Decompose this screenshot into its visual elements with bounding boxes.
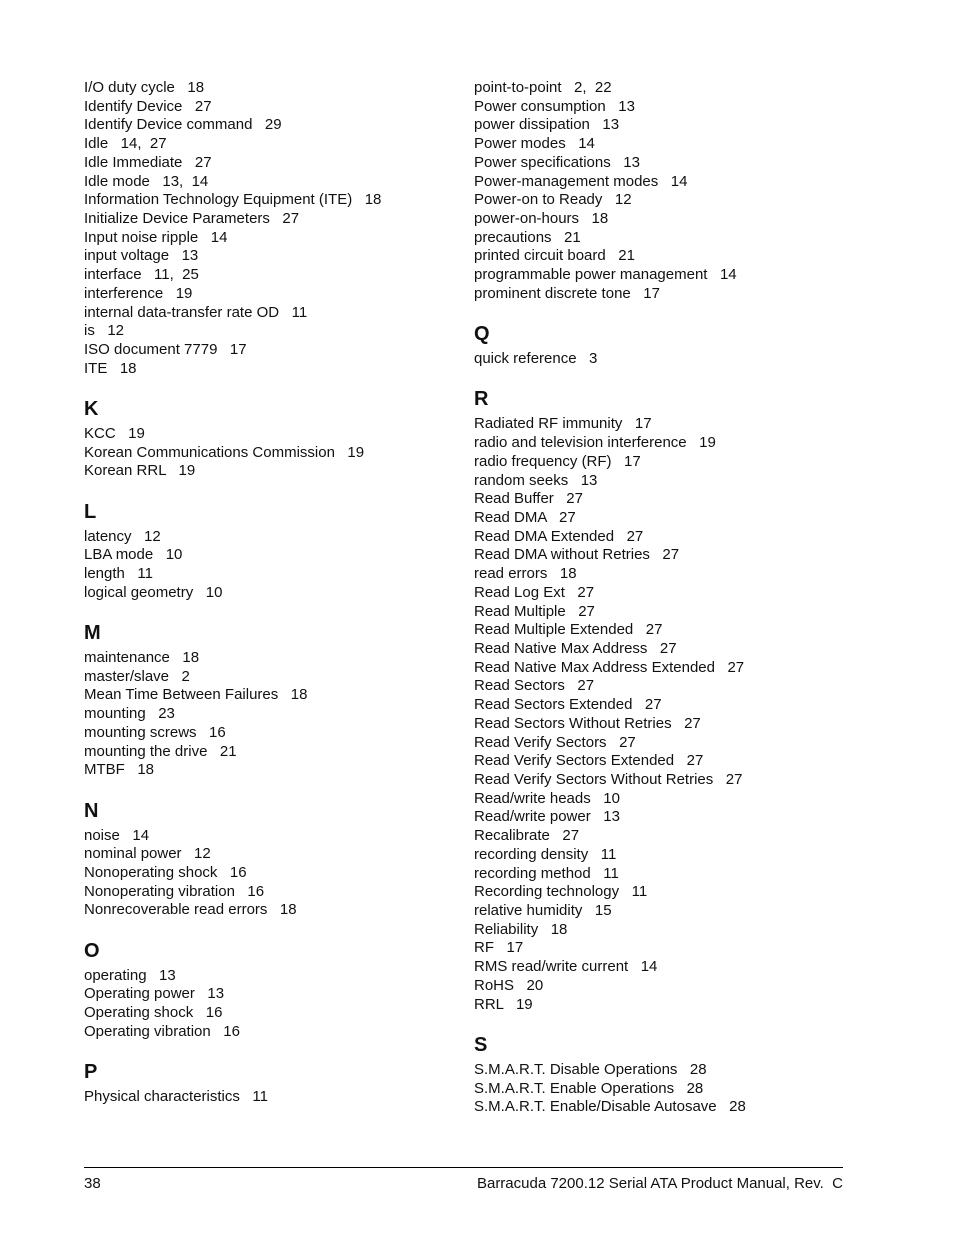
index-entry: Read Buffer 27 bbox=[474, 490, 583, 508]
index-entry: radio and television interference 19 bbox=[474, 434, 716, 452]
index-entry: Power consumption 13 bbox=[474, 97, 635, 115]
index-entry: random seeks 13 bbox=[474, 471, 598, 489]
index-entry: radio frequency (RF) 17 bbox=[474, 452, 641, 470]
index-entry: Identify Device command 29 bbox=[84, 116, 282, 134]
index-letter-heading: S bbox=[474, 1033, 488, 1056]
index-entry: Power modes 14 bbox=[474, 135, 595, 153]
index-letter-heading: O bbox=[84, 939, 100, 962]
index-entry: Read Sectors Without Retries 27 bbox=[474, 714, 701, 732]
index-entry: MTBF 18 bbox=[84, 761, 155, 779]
index-entry: I/O duty cycle 18 bbox=[84, 79, 205, 96]
index-entry: Read DMA 27 bbox=[474, 508, 576, 526]
index-entry: Initialize Device Parameters 27 bbox=[84, 210, 300, 228]
index-letter-heading: M bbox=[84, 622, 101, 645]
index-entry: S.M.A.R.T. Enable Operations 28 bbox=[474, 1079, 704, 1097]
document-title: Barracuda 7200.12 Serial ATA Product Manual, Rev. C bbox=[476, 1175, 843, 1192]
index-entry: Read DMA without Retries 27 bbox=[474, 546, 680, 564]
index-column-right bbox=[474, 79, 854, 1117]
index-entry: recording method 11 bbox=[474, 864, 619, 882]
index-entry: read errors 18 bbox=[474, 565, 577, 583]
index-entry: S.M.A.R.T. Disable Operations 28 bbox=[474, 1060, 707, 1078]
index-entry: precautions 21 bbox=[474, 228, 581, 246]
index-letter-heading: L bbox=[84, 500, 97, 523]
index-entry: nominal power 12 bbox=[84, 845, 211, 863]
index-letter-heading: K bbox=[84, 398, 99, 420]
index-entry: is 12 bbox=[84, 322, 125, 340]
index-entry: Idle 14, 27 bbox=[84, 135, 167, 153]
index-group bbox=[84, 935, 464, 1042]
index-entry: programmable power management 14 bbox=[474, 266, 737, 284]
index-entry: input voltage 13 bbox=[84, 247, 199, 265]
index-entry: Idle mode 13, 14 bbox=[84, 172, 209, 190]
index-entry: Korean RRL 19 bbox=[84, 462, 196, 480]
index-entry: operating 13 bbox=[84, 966, 176, 984]
index-entry: Operating vibration 16 bbox=[84, 1022, 240, 1040]
index-entry: internal data-transfer rate OD 11 bbox=[84, 303, 308, 321]
index-entry: RMS read/write current 14 bbox=[474, 958, 658, 976]
index-entry: Idle Immediate 27 bbox=[84, 153, 212, 171]
index-entry: Read Multiple Extended 27 bbox=[474, 621, 663, 639]
index-group bbox=[84, 393, 464, 481]
index-group bbox=[84, 795, 464, 921]
index-entry: ISO document 7779 17 bbox=[84, 341, 247, 359]
index-letter-heading: N bbox=[84, 799, 99, 822]
index-entry: Read Verify Sectors 27 bbox=[474, 733, 636, 751]
index-entry: latency 12 bbox=[84, 527, 161, 545]
index-letter-heading: R bbox=[474, 388, 489, 411]
index-entry: Operating shock 16 bbox=[84, 1004, 223, 1022]
index-entry: Nonoperating vibration 16 bbox=[84, 882, 265, 900]
index-letter-heading: P bbox=[84, 1061, 98, 1084]
index-entry: maintenance 18 bbox=[84, 649, 200, 667]
footer-rule bbox=[84, 1167, 843, 1168]
index-entry: mounting the drive 21 bbox=[84, 742, 237, 760]
index-entry: RoHS 20 bbox=[474, 976, 544, 994]
index-entry: Nonrecoverable read errors 18 bbox=[84, 901, 297, 919]
index-letter-heading: Q bbox=[474, 323, 490, 346]
index-entry: S.M.A.R.T. Enable/Disable Autosave 28 bbox=[474, 1098, 746, 1116]
index-entry: Read Verify Sectors Extended 27 bbox=[474, 752, 704, 770]
index-entry: length 11 bbox=[84, 565, 153, 583]
index-entry: Read Sectors Extended 27 bbox=[474, 696, 662, 714]
index-entry: Read Native Max Address Extended 27 bbox=[474, 658, 745, 676]
index-entry: RF 17 bbox=[474, 939, 524, 957]
index-group bbox=[474, 383, 854, 1014]
index-entry: printed circuit board 21 bbox=[474, 247, 635, 265]
index-entry: Input noise ripple 14 bbox=[84, 228, 228, 246]
index-entry: Mean Time Between Failures 18 bbox=[84, 686, 308, 704]
index-group bbox=[474, 1029, 854, 1117]
index-entry: Identify Device 27 bbox=[84, 97, 212, 115]
index-entry: Read Sectors 27 bbox=[474, 677, 595, 695]
index-entry: Physical characteristics 11 bbox=[84, 1088, 268, 1106]
index-entry: Radiated RF immunity 17 bbox=[474, 415, 652, 433]
index-entry: Power-management modes 14 bbox=[474, 172, 688, 190]
index-entry: LBA mode 10 bbox=[84, 546, 183, 564]
page-number: 38 bbox=[84, 1175, 101, 1192]
index-column-left bbox=[84, 79, 464, 1107]
index-group bbox=[84, 496, 464, 603]
index-group bbox=[474, 79, 854, 304]
index-entry: Read Native Max Address 27 bbox=[474, 639, 677, 657]
index-group bbox=[84, 79, 464, 379]
index-entry: Nonoperating shock 16 bbox=[84, 864, 247, 881]
index-group bbox=[474, 318, 854, 369]
index-entry: Recording technology 11 bbox=[474, 883, 648, 901]
index-entry: ITE 18 bbox=[84, 359, 137, 377]
index-entry: Operating power 13 bbox=[84, 985, 225, 1003]
index-entry: interference 19 bbox=[84, 284, 193, 302]
index-entry: interface 11, 25 bbox=[84, 266, 199, 284]
index-entry: logical geometry 10 bbox=[84, 583, 223, 601]
index-entry: Read/write heads 10 bbox=[474, 789, 620, 807]
index-entry: Read Log Ext 27 bbox=[474, 583, 595, 601]
index-group bbox=[84, 617, 464, 780]
index-entry: prominent discrete tone 17 bbox=[474, 284, 660, 302]
index-entry: Recalibrate 27 bbox=[474, 827, 580, 845]
index-entry: Reliability 18 bbox=[474, 920, 568, 938]
index-group bbox=[84, 1056, 464, 1107]
index-entry: power dissipation 13 bbox=[474, 116, 620, 134]
index-entry: master/slave 2 bbox=[84, 667, 190, 685]
index-entry: noise 14 bbox=[84, 826, 150, 844]
index-entry: mounting 23 bbox=[84, 705, 175, 723]
index-entry: Read DMA Extended 27 bbox=[474, 527, 644, 545]
index-entry: recording density 11 bbox=[474, 845, 617, 863]
index-entry: relative humidity 15 bbox=[474, 902, 612, 920]
index-entry: Read Multiple 27 bbox=[474, 602, 595, 620]
index-entry: KCC 19 bbox=[84, 425, 145, 442]
index-entry: Information Technology Equipment (ITE) 18 bbox=[84, 191, 382, 209]
index-entry: Korean Communications Commission 19 bbox=[84, 443, 365, 461]
index-entry: mounting screws 16 bbox=[84, 723, 226, 741]
index-entry: Power specifications 13 bbox=[474, 153, 640, 171]
index-entry: Power-on to Ready 12 bbox=[474, 191, 632, 209]
index-entry: Read Verify Sectors Without Retries 27 bbox=[474, 771, 743, 788]
index-entry: quick reference 3 bbox=[474, 350, 598, 368]
index-entry: power-on-hours 18 bbox=[474, 210, 609, 228]
index-entry: Read/write power 13 bbox=[474, 808, 620, 826]
index-entry: RRL 19 bbox=[474, 995, 533, 1013]
index-entry: point-to-point 2, 22 bbox=[474, 79, 612, 96]
